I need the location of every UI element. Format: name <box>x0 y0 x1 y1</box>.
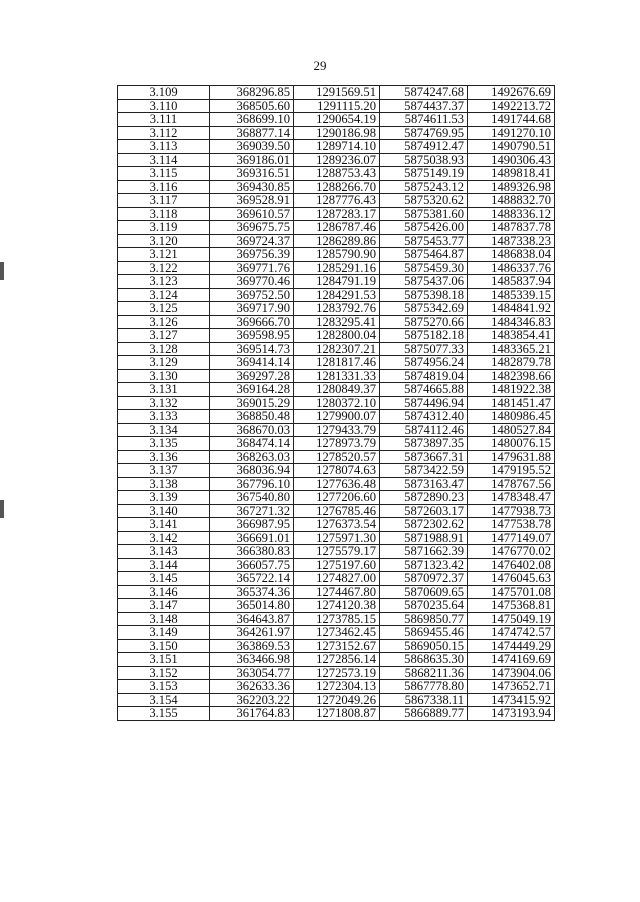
table-row <box>118 369 555 383</box>
coordinate-cell: 5875426.00 <box>380 221 468 235</box>
coordinate-cell: 363869.53 <box>210 639 294 653</box>
point-id-cell: 3.128 <box>118 342 210 356</box>
table-row <box>118 639 555 653</box>
coordinate-cell: 369164.28 <box>210 383 294 397</box>
coordinate-cell: 367796.10 <box>210 477 294 491</box>
coordinate-cell: 1278074.63 <box>294 464 380 478</box>
coordinate-cell: 1281817.46 <box>294 356 380 370</box>
coordinate-cell: 1289714.10 <box>294 140 380 154</box>
coordinate-cell: 369039.50 <box>210 140 294 154</box>
table-row <box>118 153 555 167</box>
table-row <box>118 653 555 667</box>
point-id-cell: 3.137 <box>118 464 210 478</box>
table-row <box>118 113 555 127</box>
table-row <box>118 693 555 707</box>
point-id-cell: 3.135 <box>118 437 210 451</box>
coordinate-cell: 368263.03 <box>210 450 294 464</box>
point-id-cell: 3.154 <box>118 693 210 707</box>
coordinate-cell: 5875243.12 <box>380 180 468 194</box>
coordinate-cell: 1475049.19 <box>468 612 555 626</box>
point-id-cell: 3.129 <box>118 356 210 370</box>
coordinate-cell: 1275971.30 <box>294 531 380 545</box>
coordinate-cell: 5871323.42 <box>380 558 468 572</box>
coordinate-cell: 1480076.15 <box>468 437 555 451</box>
coordinate-cell: 1481922.38 <box>468 383 555 397</box>
coordinate-cell: 1478767.56 <box>468 477 555 491</box>
table-row <box>118 140 555 154</box>
coordinate-cell: 1475701.08 <box>468 585 555 599</box>
coordinate-cell: 1473904.06 <box>468 666 555 680</box>
point-id-cell: 3.111 <box>118 113 210 127</box>
coordinate-cell: 1486838.04 <box>468 248 555 262</box>
coordinate-cell: 366380.83 <box>210 545 294 559</box>
coordinate-cell: 1492213.72 <box>468 99 555 113</box>
table-row <box>118 464 555 478</box>
coordinate-cell: 5874819.04 <box>380 369 468 383</box>
point-id-cell: 3.134 <box>118 423 210 437</box>
point-id-cell: 3.139 <box>118 491 210 505</box>
point-id-cell: 3.130 <box>118 369 210 383</box>
point-id-cell: 3.147 <box>118 599 210 613</box>
coordinate-cell: 1474449.29 <box>468 639 555 653</box>
point-id-cell: 3.131 <box>118 383 210 397</box>
coordinate-cell: 5868635.30 <box>380 653 468 667</box>
coordinate-cell: 1286289.86 <box>294 234 380 248</box>
coordinate-cell: 1478348.47 <box>468 491 555 505</box>
coordinate-cell: 1286787.46 <box>294 221 380 235</box>
coordinate-cell: 1488336.12 <box>468 207 555 221</box>
table-row <box>118 207 555 221</box>
coordinate-cell: 369430.85 <box>210 180 294 194</box>
coordinate-cell: 5875459.30 <box>380 261 468 275</box>
coordinate-cell: 5874312.40 <box>380 410 468 424</box>
point-id-cell: 3.122 <box>118 261 210 275</box>
coordinate-cell: 1272573.19 <box>294 666 380 680</box>
coordinate-cell: 5875182.18 <box>380 329 468 343</box>
coordinate-cell: 368505.60 <box>210 99 294 113</box>
coordinate-cell: 5869850.77 <box>380 612 468 626</box>
coordinate-cell: 369598.95 <box>210 329 294 343</box>
point-id-cell: 3.144 <box>118 558 210 572</box>
coordinate-cell: 1492676.69 <box>468 86 555 100</box>
table-row <box>118 599 555 613</box>
coordinate-cell: 1481451.47 <box>468 396 555 410</box>
point-id-cell: 3.141 <box>118 518 210 532</box>
point-id-cell: 3.146 <box>118 585 210 599</box>
point-id-cell: 3.127 <box>118 329 210 343</box>
point-id-cell: 3.149 <box>118 626 210 640</box>
coordinate-cell: 369015.29 <box>210 396 294 410</box>
table-row <box>118 99 555 113</box>
coordinate-cell: 5875077.33 <box>380 342 468 356</box>
coordinate-cell: 1477538.78 <box>468 518 555 532</box>
coordinate-cell: 1474742.57 <box>468 626 555 640</box>
coordinate-cell: 1289236.07 <box>294 153 380 167</box>
coordinate-cell: 5874956.24 <box>380 356 468 370</box>
coordinate-cell: 368036.94 <box>210 464 294 478</box>
coordinate-cell: 1285790.90 <box>294 248 380 262</box>
table-row <box>118 86 555 100</box>
coordinate-cell: 1288753.43 <box>294 167 380 181</box>
table-row <box>118 504 555 518</box>
coordinate-cell: 369610.57 <box>210 207 294 221</box>
coordinate-cell: 1282800.04 <box>294 329 380 343</box>
scan-edge-mark <box>0 262 4 280</box>
coordinate-cell: 1275197.60 <box>294 558 380 572</box>
coordinate-cell: 5869455.46 <box>380 626 468 640</box>
coordinate-cell: 1491270.10 <box>468 126 555 140</box>
point-id-cell: 3.117 <box>118 194 210 208</box>
point-id-cell: 3.114 <box>118 153 210 167</box>
coordinate-cell: 1477938.73 <box>468 504 555 518</box>
coordinate-cell: 369528.91 <box>210 194 294 208</box>
page-number: 29 <box>313 58 327 73</box>
table-row <box>118 612 555 626</box>
coordinate-cell: 1285291.16 <box>294 261 380 275</box>
coordinate-cell: 369666.70 <box>210 315 294 329</box>
point-id-cell: 3.140 <box>118 504 210 518</box>
point-id-cell: 3.148 <box>118 612 210 626</box>
coordinate-cell: 367540.80 <box>210 491 294 505</box>
coordinate-cell: 1475368.81 <box>468 599 555 613</box>
coordinate-cell: 1484841.92 <box>468 302 555 316</box>
coordinate-cell: 5873163.47 <box>380 477 468 491</box>
coordinate-cell: 1272856.14 <box>294 653 380 667</box>
coordinate-cell: 1274827.00 <box>294 572 380 586</box>
coordinates-table <box>117 85 555 721</box>
coordinate-cell: 1280372.10 <box>294 396 380 410</box>
table-row <box>118 666 555 680</box>
coordinate-cell: 5872302.62 <box>380 518 468 532</box>
coordinate-cell: 363466.98 <box>210 653 294 667</box>
coordinate-cell: 5875453.77 <box>380 234 468 248</box>
coordinate-cell: 366987.95 <box>210 518 294 532</box>
coordinate-cell: 369771.76 <box>210 261 294 275</box>
coordinate-cell: 1283295.41 <box>294 315 380 329</box>
scan-edge-mark <box>0 500 4 518</box>
point-id-cell: 3.136 <box>118 450 210 464</box>
coordinate-cell: 364643.87 <box>210 612 294 626</box>
point-id-cell: 3.155 <box>118 707 210 721</box>
table-row <box>118 302 555 316</box>
coordinate-cell: 368877.14 <box>210 126 294 140</box>
coordinate-cell: 1273462.45 <box>294 626 380 640</box>
coordinate-cell: 1487837.78 <box>468 221 555 235</box>
point-id-cell: 3.109 <box>118 86 210 100</box>
point-id-cell: 3.151 <box>118 653 210 667</box>
coordinate-cell: 5875270.66 <box>380 315 468 329</box>
coordinate-cell: 366057.75 <box>210 558 294 572</box>
coordinate-cell: 5875398.18 <box>380 288 468 302</box>
table-row <box>118 396 555 410</box>
coordinate-cell: 1277636.48 <box>294 477 380 491</box>
table-row <box>118 477 555 491</box>
coordinate-cell: 1485339.15 <box>468 288 555 302</box>
table-row <box>118 275 555 289</box>
table-row <box>118 572 555 586</box>
coordinate-cell: 1280849.37 <box>294 383 380 397</box>
coordinate-cell: 362203.22 <box>210 693 294 707</box>
coordinate-cell: 1479631.88 <box>468 450 555 464</box>
table-row <box>118 248 555 262</box>
coordinate-cell: 1290186.98 <box>294 126 380 140</box>
coordinate-cell: 368670.03 <box>210 423 294 437</box>
coordinate-cell: 369414.14 <box>210 356 294 370</box>
coordinate-cell: 1473415.92 <box>468 693 555 707</box>
coordinate-cell: 5875437.06 <box>380 275 468 289</box>
coordinate-cell: 1474169.69 <box>468 653 555 667</box>
table-row <box>118 342 555 356</box>
coordinate-cell: 1284291.53 <box>294 288 380 302</box>
coordinate-cell: 5875320.62 <box>380 194 468 208</box>
coordinate-cell: 5868211.36 <box>380 666 468 680</box>
point-id-cell: 3.150 <box>118 639 210 653</box>
coordinate-cell: 1473652.71 <box>468 680 555 694</box>
coordinate-cell: 5874665.88 <box>380 383 468 397</box>
coordinate-cell: 1489326.98 <box>468 180 555 194</box>
coordinate-cell: 5874611.53 <box>380 113 468 127</box>
coordinate-cell: 5874437.37 <box>380 99 468 113</box>
coordinate-cell: 5866889.77 <box>380 707 468 721</box>
table-row <box>118 194 555 208</box>
point-id-cell: 3.113 <box>118 140 210 154</box>
coordinate-cell: 1272049.26 <box>294 693 380 707</box>
coordinate-cell: 1482398.66 <box>468 369 555 383</box>
coordinate-cell: 369514.73 <box>210 342 294 356</box>
coordinate-cell: 369752.50 <box>210 288 294 302</box>
coordinate-cell: 364261.97 <box>210 626 294 640</box>
coordinate-cell: 368474.14 <box>210 437 294 451</box>
coordinate-cell: 1288266.70 <box>294 180 380 194</box>
coordinate-cell: 1489818.41 <box>468 167 555 181</box>
point-id-cell: 3.112 <box>118 126 210 140</box>
coordinate-cell: 365374.36 <box>210 585 294 599</box>
coordinate-cell: 1284791.19 <box>294 275 380 289</box>
coordinate-cell: 365722.14 <box>210 572 294 586</box>
point-id-cell: 3.126 <box>118 315 210 329</box>
coordinate-cell: 1278973.79 <box>294 437 380 451</box>
coordinate-cell: 5871988.91 <box>380 531 468 545</box>
coordinate-cell: 369724.37 <box>210 234 294 248</box>
coordinate-cell: 369717.90 <box>210 302 294 316</box>
coordinate-cell: 1291115.20 <box>294 99 380 113</box>
coordinate-cell: 361764.83 <box>210 707 294 721</box>
coordinate-cell: 1483365.21 <box>468 342 555 356</box>
point-id-cell: 3.110 <box>118 99 210 113</box>
coordinate-cell: 5873897.35 <box>380 437 468 451</box>
coordinate-cell: 5871662.39 <box>380 545 468 559</box>
table-row <box>118 707 555 721</box>
coordinate-cell: 369186.01 <box>210 153 294 167</box>
coordinate-cell: 5872603.17 <box>380 504 468 518</box>
coordinate-cell: 5872890.23 <box>380 491 468 505</box>
coordinate-cell: 5875381.60 <box>380 207 468 221</box>
point-id-cell: 3.153 <box>118 680 210 694</box>
coordinate-cell: 1283792.76 <box>294 302 380 316</box>
coordinate-cell: 1483854.41 <box>468 329 555 343</box>
table-row <box>118 531 555 545</box>
point-id-cell: 3.125 <box>118 302 210 316</box>
coordinate-cell: 366691.01 <box>210 531 294 545</box>
table-row <box>118 315 555 329</box>
table-row <box>118 288 555 302</box>
point-id-cell: 3.118 <box>118 207 210 221</box>
coordinate-cell: 1488832.70 <box>468 194 555 208</box>
point-id-cell: 3.152 <box>118 666 210 680</box>
table-row <box>118 356 555 370</box>
table-row <box>118 221 555 235</box>
point-id-cell: 3.121 <box>118 248 210 262</box>
coordinate-cell: 1272304.13 <box>294 680 380 694</box>
coordinate-cell: 1487338.23 <box>468 234 555 248</box>
table-row <box>118 450 555 464</box>
coordinate-cell: 369297.28 <box>210 369 294 383</box>
point-id-cell: 3.123 <box>118 275 210 289</box>
coordinate-cell: 5870972.37 <box>380 572 468 586</box>
coordinate-cell: 369770.46 <box>210 275 294 289</box>
table-row <box>118 410 555 424</box>
coordinate-cell: 5875149.19 <box>380 167 468 181</box>
table-row <box>118 423 555 437</box>
coordinate-cell: 369675.75 <box>210 221 294 235</box>
table-row <box>118 234 555 248</box>
table-row <box>118 261 555 275</box>
coordinate-cell: 1484346.83 <box>468 315 555 329</box>
coordinate-cell: 1276785.46 <box>294 504 380 518</box>
coordinate-cell: 1279433.79 <box>294 423 380 437</box>
coordinate-cell: 5875038.93 <box>380 153 468 167</box>
coordinate-cell: 1287776.43 <box>294 194 380 208</box>
coordinate-cell: 1276373.54 <box>294 518 380 532</box>
coordinate-cell: 1282307.21 <box>294 342 380 356</box>
point-id-cell: 3.132 <box>118 396 210 410</box>
point-id-cell: 3.133 <box>118 410 210 424</box>
point-id-cell: 3.115 <box>118 167 210 181</box>
coordinate-cell: 1281331.33 <box>294 369 380 383</box>
table-row <box>118 680 555 694</box>
coordinate-cell: 368850.48 <box>210 410 294 424</box>
table-row <box>118 167 555 181</box>
coordinate-cell: 1486337.76 <box>468 261 555 275</box>
coordinate-cell: 5867338.11 <box>380 693 468 707</box>
point-id-cell: 3.145 <box>118 572 210 586</box>
coordinate-cell: 5874112.46 <box>380 423 468 437</box>
table-row <box>118 126 555 140</box>
coordinate-cell: 1273152.67 <box>294 639 380 653</box>
coordinate-cell: 1476770.02 <box>468 545 555 559</box>
coordinate-cell: 5870235.64 <box>380 599 468 613</box>
coordinate-cell: 367271.32 <box>210 504 294 518</box>
point-id-cell: 3.124 <box>118 288 210 302</box>
table-row <box>118 518 555 532</box>
coordinate-cell: 5874769.95 <box>380 126 468 140</box>
coordinate-cell: 368699.10 <box>210 113 294 127</box>
coordinate-cell: 1271808.87 <box>294 707 380 721</box>
coordinate-cell: 5875342.69 <box>380 302 468 316</box>
coordinate-cell: 1279900.07 <box>294 410 380 424</box>
coordinate-cell: 1485837.94 <box>468 275 555 289</box>
coordinate-cell: 1273785.15 <box>294 612 380 626</box>
coordinate-cell: 1291569.51 <box>294 86 380 100</box>
coordinate-cell: 1278520.57 <box>294 450 380 464</box>
coordinate-cell: 5875464.87 <box>380 248 468 262</box>
table-row <box>118 545 555 559</box>
coordinate-cell: 362633.36 <box>210 680 294 694</box>
coordinate-cell: 1491744.68 <box>468 113 555 127</box>
coordinate-cell: 1287283.17 <box>294 207 380 221</box>
coordinate-cell: 363054.77 <box>210 666 294 680</box>
coordinate-cell: 1274120.38 <box>294 599 380 613</box>
coordinate-cell: 1479195.52 <box>468 464 555 478</box>
coordinate-cell: 1275579.17 <box>294 545 380 559</box>
table-row <box>118 585 555 599</box>
coordinate-cell: 1274467.80 <box>294 585 380 599</box>
coordinate-cell: 1473193.94 <box>468 707 555 721</box>
coordinate-cell: 5870609.65 <box>380 585 468 599</box>
coordinate-cell: 1480986.45 <box>468 410 555 424</box>
coordinate-cell: 5867778.80 <box>380 680 468 694</box>
coordinate-cell: 368296.85 <box>210 86 294 100</box>
coordinate-cell: 5873422.59 <box>380 464 468 478</box>
coordinate-cell: 1476045.63 <box>468 572 555 586</box>
coordinate-cell: 1482879.78 <box>468 356 555 370</box>
coordinate-cell: 369756.39 <box>210 248 294 262</box>
point-id-cell: 3.138 <box>118 477 210 491</box>
coordinate-cell: 5873667.31 <box>380 450 468 464</box>
coordinate-cell: 1277206.60 <box>294 491 380 505</box>
point-id-cell: 3.116 <box>118 180 210 194</box>
coordinate-cell: 1290654.19 <box>294 113 380 127</box>
coordinate-cell: 369316.51 <box>210 167 294 181</box>
coordinate-cell: 5874912.47 <box>380 140 468 154</box>
coordinate-cell: 5874247.68 <box>380 86 468 100</box>
point-id-cell: 3.120 <box>118 234 210 248</box>
coordinate-cell: 1476402.08 <box>468 558 555 572</box>
table-row <box>118 437 555 451</box>
coordinate-cell: 1477149.07 <box>468 531 555 545</box>
point-id-cell: 3.142 <box>118 531 210 545</box>
coordinate-cell: 365014.80 <box>210 599 294 613</box>
table-row <box>118 383 555 397</box>
table-row <box>118 558 555 572</box>
coordinate-cell: 1480527.84 <box>468 423 555 437</box>
coordinate-cell: 5869050.15 <box>380 639 468 653</box>
table-row <box>118 491 555 505</box>
coordinate-cell: 1490306.43 <box>468 153 555 167</box>
point-id-cell: 3.143 <box>118 545 210 559</box>
coordinate-cell: 1490790.51 <box>468 140 555 154</box>
point-id-cell: 3.119 <box>118 221 210 235</box>
table-row <box>118 329 555 343</box>
table-row <box>118 626 555 640</box>
table-row <box>118 180 555 194</box>
coordinate-cell: 5874496.94 <box>380 396 468 410</box>
